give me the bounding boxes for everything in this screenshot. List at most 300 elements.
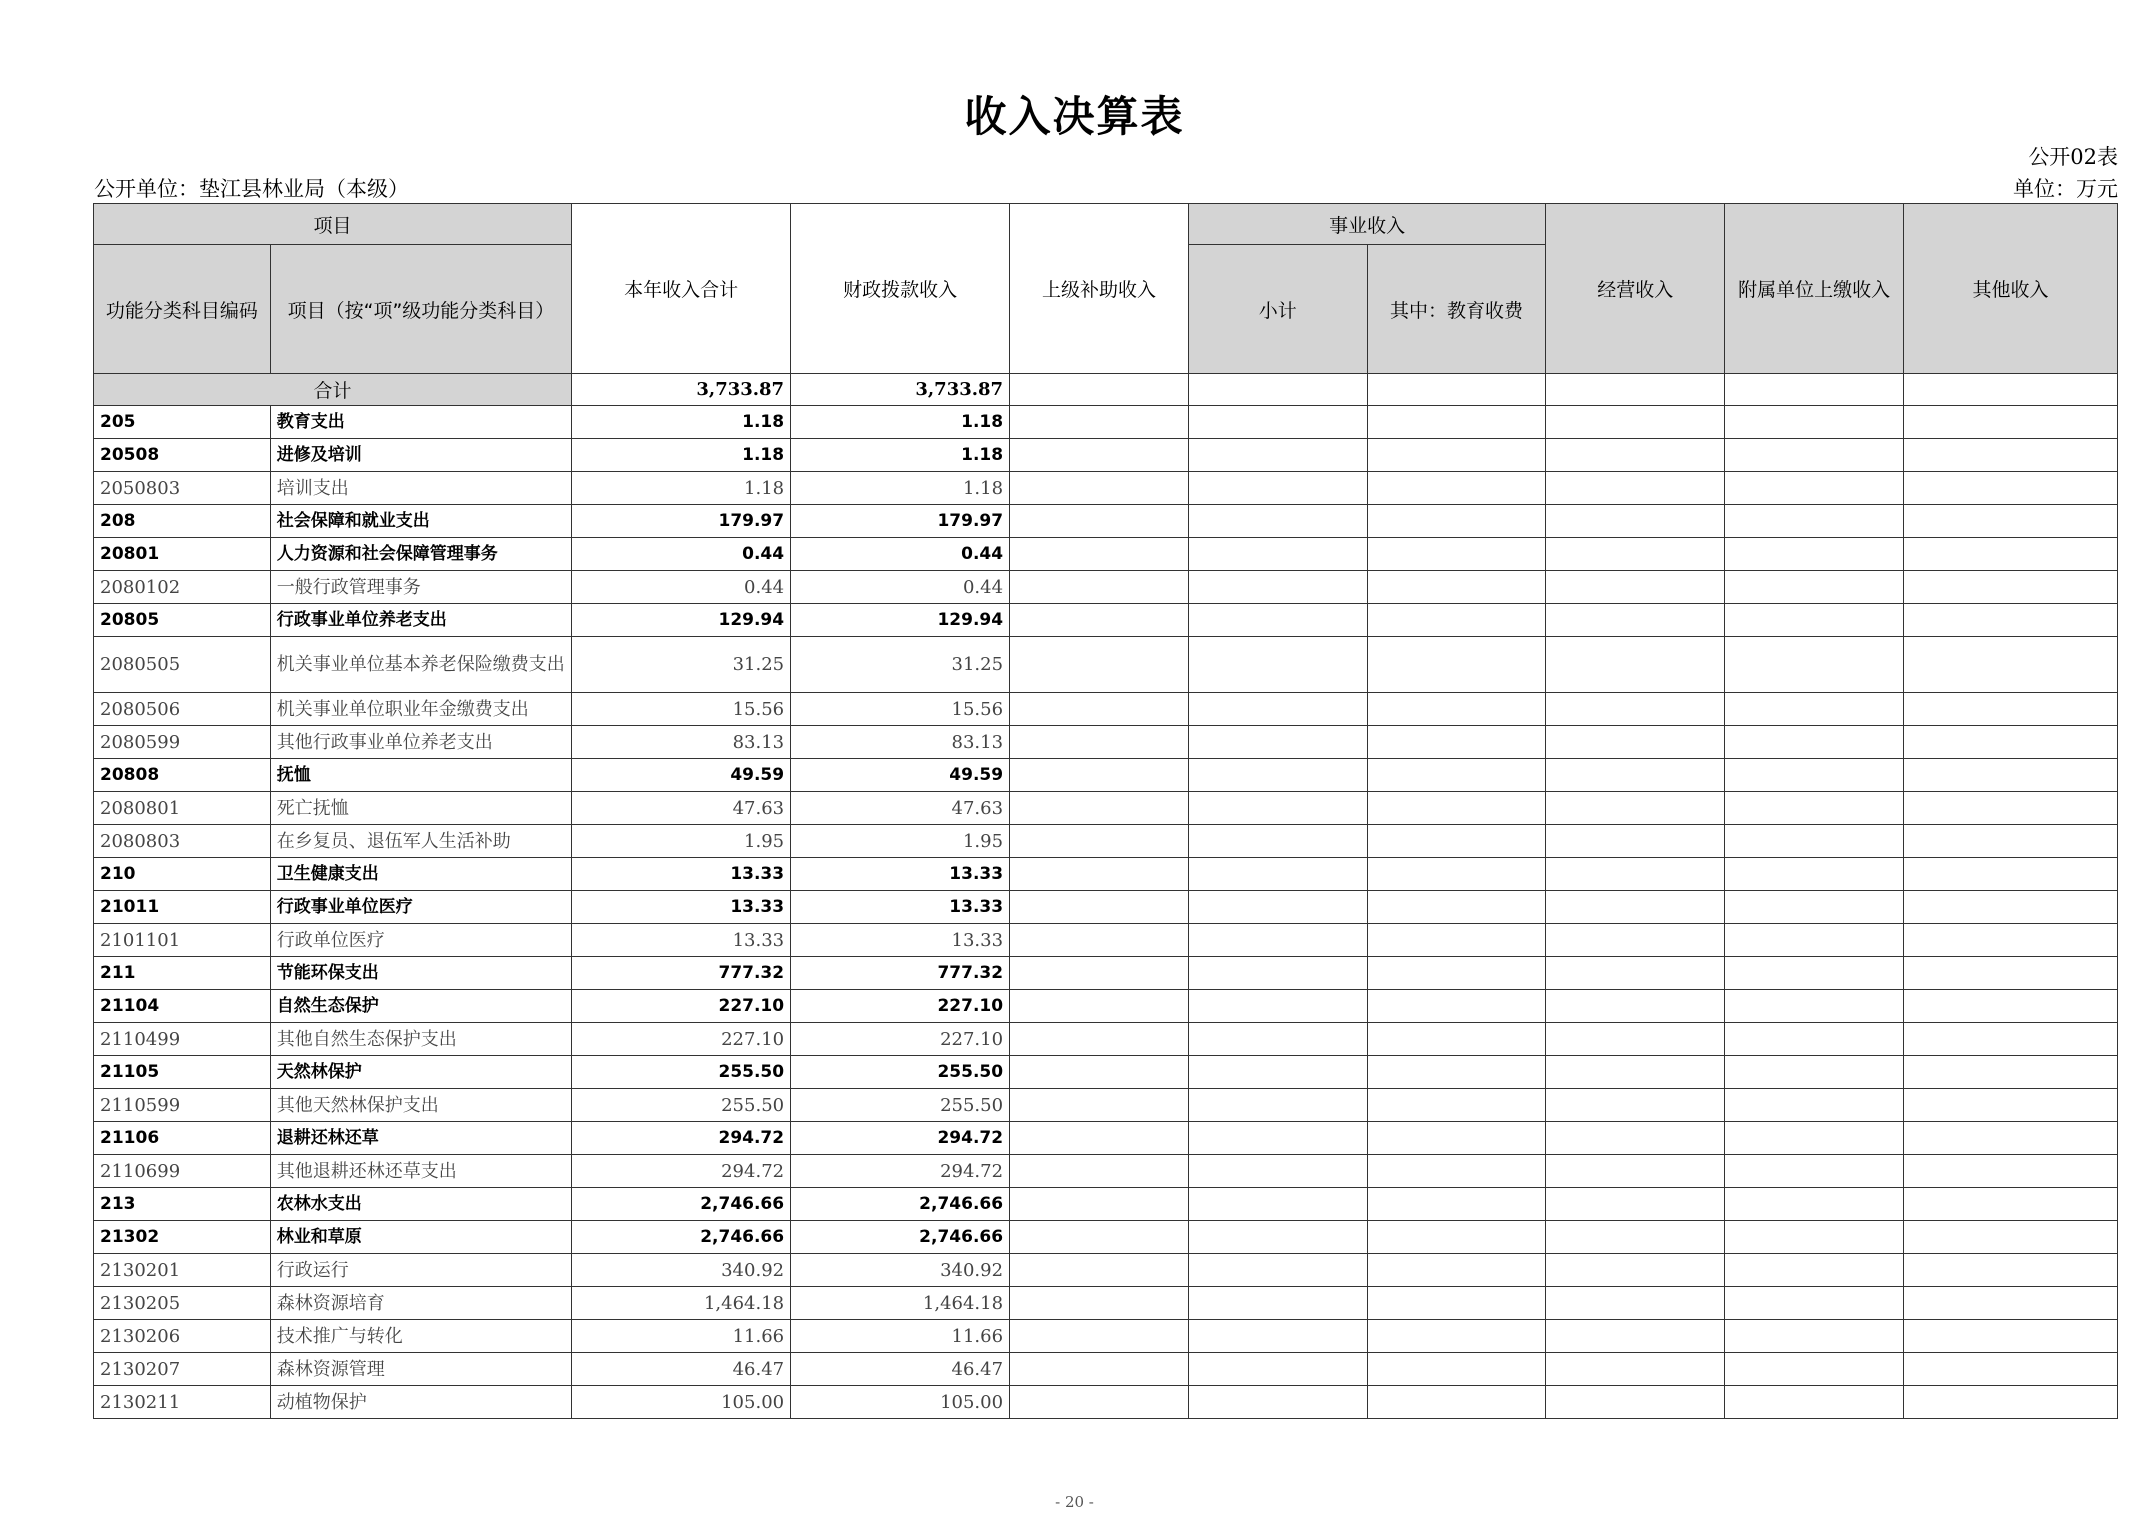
table-row: [94, 825, 2118, 858]
code-cell: 210: [94, 858, 271, 891]
name-cell: 进修及培训: [270, 439, 571, 472]
empty-cell: [1367, 825, 1546, 858]
empty-cell: [1903, 406, 2117, 439]
name-cell: 培训支出: [270, 472, 571, 505]
table-row: [94, 1386, 2118, 1419]
fiscal-cell: 49.59: [791, 759, 1010, 792]
empty-cell: [1546, 637, 1725, 693]
total-income-cell: 3,733.87: [572, 374, 791, 406]
empty-cell: [1725, 924, 1904, 957]
empty-cell: [1367, 759, 1546, 792]
empty-cell: [1725, 1221, 1904, 1254]
total-income-cell: 777.32: [572, 957, 791, 990]
empty-cell: [1188, 1155, 1367, 1188]
fiscal-cell: 227.10: [791, 1023, 1010, 1056]
header-name: 项目（按“项”级功能分类科目）: [270, 245, 571, 374]
name-cell: 教育支出: [270, 406, 571, 439]
table-row: [94, 792, 2118, 825]
empty-cell: [1188, 726, 1367, 759]
total-income-cell: 2,746.66: [572, 1221, 791, 1254]
form-number: 公开02表: [2028, 145, 2118, 169]
code-cell: 213: [94, 1188, 271, 1221]
empty-cell: [1367, 604, 1546, 637]
empty-cell: [1188, 891, 1367, 924]
empty-cell: [1367, 1386, 1546, 1419]
total-income-cell: 2,746.66: [572, 1188, 791, 1221]
currency-unit: 单位：万元: [2013, 177, 2118, 201]
header-fiscal: 财政拨款收入: [791, 204, 1010, 374]
total-income-cell: 1.95: [572, 825, 791, 858]
empty-cell: [1367, 505, 1546, 538]
fiscal-cell: 11.66: [791, 1320, 1010, 1353]
empty-cell: [1546, 726, 1725, 759]
empty-cell: [1188, 693, 1367, 726]
empty-cell: [1546, 1023, 1725, 1056]
name-cell: 行政事业单位养老支出: [270, 604, 571, 637]
empty-cell: [1188, 1353, 1367, 1386]
empty-cell: [1903, 1320, 2117, 1353]
fiscal-cell: 255.50: [791, 1056, 1010, 1089]
empty-cell: [1367, 924, 1546, 957]
total-income-cell: 1.18: [572, 472, 791, 505]
table-row: [94, 1221, 2118, 1254]
empty-cell: [1188, 604, 1367, 637]
header-edu-fee: 其中：教育收费: [1367, 245, 1546, 374]
empty-cell: [1903, 1023, 2117, 1056]
total-income-cell: 179.97: [572, 505, 791, 538]
empty-cell: [1367, 1122, 1546, 1155]
empty-cell: [1010, 1353, 1189, 1386]
empty-cell: [1010, 990, 1189, 1023]
table-row: [94, 1155, 2118, 1188]
total-income-cell: 255.50: [572, 1089, 791, 1122]
empty-cell: [1725, 825, 1904, 858]
fiscal-cell: 777.32: [791, 957, 1010, 990]
name-cell: 其他行政事业单位养老支出: [270, 726, 571, 759]
empty-cell: [1903, 957, 2117, 990]
empty-cell: [1188, 571, 1367, 604]
table-row: [94, 924, 2118, 957]
empty-cell: [1546, 406, 1725, 439]
empty-cell: [1546, 891, 1725, 924]
header-other: 其他收入: [1903, 204, 2117, 374]
empty-cell: [1903, 571, 2117, 604]
empty-cell: [1903, 990, 2117, 1023]
total-income-cell: 15.56: [572, 693, 791, 726]
empty-cell: [1725, 1056, 1904, 1089]
empty-cell: [1010, 538, 1189, 571]
empty-cell: [1188, 1122, 1367, 1155]
code-cell: 2080505: [94, 637, 271, 693]
empty-cell: [1903, 604, 2117, 637]
empty-cell: [1546, 1155, 1725, 1188]
empty-cell: [1010, 1320, 1189, 1353]
empty-cell: [1010, 604, 1189, 637]
empty-cell: [1188, 924, 1367, 957]
empty-cell: [1546, 990, 1725, 1023]
empty-cell: [1367, 858, 1546, 891]
reporting-unit: 公开单位：垫江县林业局（本级）: [94, 177, 409, 201]
name-cell: 行政单位医疗: [270, 924, 571, 957]
name-cell: 森林资源培育: [270, 1287, 571, 1320]
name-cell: 卫生健康支出: [270, 858, 571, 891]
empty-cell: [1010, 1221, 1189, 1254]
empty-cell: [1010, 1287, 1189, 1320]
empty-cell: [1188, 1056, 1367, 1089]
empty-cell: [1367, 891, 1546, 924]
header-superior: 上级补助收入: [1010, 204, 1189, 374]
table-row: [94, 505, 2118, 538]
empty-cell: [1010, 858, 1189, 891]
empty-cell: [1546, 571, 1725, 604]
table-row: [94, 1188, 2118, 1221]
table-row: [94, 1254, 2118, 1287]
empty-cell: [1367, 538, 1546, 571]
empty-cell: [1546, 1089, 1725, 1122]
empty-cell: [1188, 472, 1367, 505]
empty-cell: [1903, 1155, 2117, 1188]
total-income-cell: 1,464.18: [572, 1287, 791, 1320]
empty-cell: [1546, 1386, 1725, 1419]
table-row: [94, 759, 2118, 792]
fiscal-cell: 83.13: [791, 726, 1010, 759]
empty-cell: [1188, 792, 1367, 825]
empty-cell: [1725, 1254, 1904, 1287]
empty-cell: [1546, 1320, 1725, 1353]
empty-cell: [1188, 1320, 1367, 1353]
fiscal-cell: 227.10: [791, 990, 1010, 1023]
header-affiliated: 附属单位上缴收入: [1725, 204, 1904, 374]
empty-cell: [1546, 538, 1725, 571]
code-cell: 2080506: [94, 693, 271, 726]
income-table: [93, 203, 2118, 1419]
fiscal-cell: 1.18: [791, 439, 1010, 472]
empty-cell: [1903, 1287, 2117, 1320]
header-code: 功能分类科目编码: [94, 245, 271, 374]
name-cell: 其他自然生态保护支出: [270, 1023, 571, 1056]
header-item: 项目: [94, 204, 572, 245]
empty-cell: [1367, 472, 1546, 505]
fiscal-cell: 0.44: [791, 538, 1010, 571]
total-income-cell: 46.47: [572, 1353, 791, 1386]
total-row: [94, 374, 2118, 406]
name-cell: 林业和草原: [270, 1221, 571, 1254]
code-cell: 2130206: [94, 1320, 271, 1353]
empty-cell: [1010, 1089, 1189, 1122]
empty-cell: [1903, 1122, 2117, 1155]
empty-cell: [1546, 1254, 1725, 1287]
empty-cell: [1546, 825, 1725, 858]
empty-cell: [1010, 637, 1189, 693]
fiscal-cell: 1.18: [791, 406, 1010, 439]
total-income-cell: 13.33: [572, 891, 791, 924]
empty-cell: [1010, 693, 1189, 726]
empty-cell: [1188, 406, 1367, 439]
code-cell: 2130205: [94, 1287, 271, 1320]
page-number: - 20 -: [1055, 1493, 1094, 1511]
fiscal-cell: 15.56: [791, 693, 1010, 726]
empty-cell: [1903, 891, 2117, 924]
name-cell: 天然林保护: [270, 1056, 571, 1089]
empty-cell: [1010, 571, 1189, 604]
table-row: [94, 891, 2118, 924]
empty-cell: [1367, 726, 1546, 759]
empty-cell: [1725, 792, 1904, 825]
empty-cell: [1188, 858, 1367, 891]
empty-cell: [1367, 1287, 1546, 1320]
empty-cell: [1367, 1320, 1546, 1353]
empty-cell: [1367, 693, 1546, 726]
empty-cell: [1367, 990, 1546, 1023]
empty-cell: [1903, 792, 2117, 825]
code-cell: 21011: [94, 891, 271, 924]
empty-cell: [1903, 1254, 2117, 1287]
table-row: [94, 957, 2118, 990]
name-cell: 人力资源和社会保障管理事务: [270, 538, 571, 571]
total-income-cell: 1.18: [572, 439, 791, 472]
table-row: [94, 1089, 2118, 1122]
total-income-cell: 1.18: [572, 406, 791, 439]
empty-cell: [1367, 1023, 1546, 1056]
table-row: [94, 1287, 2118, 1320]
name-cell: 机关事业单位基本养老保险缴费支出: [270, 637, 571, 693]
total-income-cell: 0.44: [572, 571, 791, 604]
empty-cell: [1725, 726, 1904, 759]
table-row: [94, 1122, 2118, 1155]
name-cell: 行政运行: [270, 1254, 571, 1287]
total-income-cell: 83.13: [572, 726, 791, 759]
empty-cell: [1725, 406, 1904, 439]
code-cell: 20508: [94, 439, 271, 472]
empty-cell: [1188, 505, 1367, 538]
total-income-cell: 294.72: [572, 1155, 791, 1188]
fiscal-cell: 2,746.66: [791, 1221, 1010, 1254]
total-income-cell: 340.92: [572, 1254, 791, 1287]
table-row: [94, 406, 2118, 439]
empty-cell: [1725, 1155, 1904, 1188]
code-cell: 21302: [94, 1221, 271, 1254]
table-row: [94, 472, 2118, 505]
fiscal-cell: 129.94: [791, 604, 1010, 637]
header-operating: 经营收入: [1546, 204, 1725, 374]
empty-cell: [1725, 1023, 1904, 1056]
fiscal-cell: 0.44: [791, 571, 1010, 604]
name-cell: 其他退耕还林还草支出: [270, 1155, 571, 1188]
total-income-cell: 11.66: [572, 1320, 791, 1353]
empty-cell: [1367, 1056, 1546, 1089]
empty-cell: [1725, 1320, 1904, 1353]
empty-cell: [1725, 1122, 1904, 1155]
empty-cell: [1188, 1254, 1367, 1287]
empty-cell: [1010, 759, 1189, 792]
fiscal-cell: 13.33: [791, 891, 1010, 924]
total-income-cell: 227.10: [572, 990, 791, 1023]
name-cell: 一般行政管理事务: [270, 571, 571, 604]
empty-cell: [1010, 1188, 1189, 1221]
code-cell: 2130201: [94, 1254, 271, 1287]
code-cell: 2101101: [94, 924, 271, 957]
total-income-cell: 227.10: [572, 1023, 791, 1056]
code-cell: 20801: [94, 538, 271, 571]
empty-cell: [1546, 1353, 1725, 1386]
total-income-cell: 294.72: [572, 1122, 791, 1155]
header-subtotal: 小计: [1188, 245, 1367, 374]
code-cell: 211: [94, 957, 271, 990]
name-cell: 社会保障和就业支出: [270, 505, 571, 538]
name-cell: 森林资源管理: [270, 1353, 571, 1386]
empty-cell: [1010, 792, 1189, 825]
empty-cell: [1725, 693, 1904, 726]
code-cell: 2110699: [94, 1155, 271, 1188]
empty-cell: [1010, 1386, 1189, 1419]
total-income-cell: 13.33: [572, 858, 791, 891]
total-income-cell: 0.44: [572, 538, 791, 571]
total-income-cell: 49.59: [572, 759, 791, 792]
fiscal-cell: 179.97: [791, 505, 1010, 538]
total-income-cell: 13.33: [572, 924, 791, 957]
code-cell: 20808: [94, 759, 271, 792]
name-cell: 机关事业单位职业年金缴费支出: [270, 693, 571, 726]
empty-cell: [1010, 1254, 1189, 1287]
empty-cell: [1188, 990, 1367, 1023]
empty-cell: [1367, 1254, 1546, 1287]
empty-cell: [1725, 637, 1904, 693]
empty-cell: [1725, 990, 1904, 1023]
table-row: [94, 726, 2118, 759]
empty-cell: [1903, 924, 2117, 957]
empty-cell: [1010, 891, 1189, 924]
code-cell: 21104: [94, 990, 271, 1023]
empty-cell: [1903, 538, 2117, 571]
empty-cell: [1903, 1221, 2117, 1254]
empty-cell: [1903, 637, 2117, 693]
empty-cell: [1903, 825, 2117, 858]
empty-cell: [1903, 1056, 2117, 1089]
fiscal-cell: 1,464.18: [791, 1287, 1010, 1320]
table-row: [94, 439, 2118, 472]
empty-cell: [1010, 439, 1189, 472]
empty-cell: [1903, 693, 2117, 726]
empty-cell: [1188, 439, 1367, 472]
fiscal-cell: 13.33: [791, 924, 1010, 957]
empty-cell: [1725, 604, 1904, 637]
empty-cell: [1010, 406, 1189, 439]
table-row: [94, 1023, 2118, 1056]
name-cell: 死亡抚恤: [270, 792, 571, 825]
empty-cell: [1367, 957, 1546, 990]
empty-cell: [1367, 1155, 1546, 1188]
empty-cell: [1188, 957, 1367, 990]
empty-cell: [1903, 1188, 2117, 1221]
empty-cell: [1903, 505, 2117, 538]
empty-cell: [1903, 1089, 2117, 1122]
empty-cell: [1188, 538, 1367, 571]
empty-cell: [1725, 571, 1904, 604]
table-row: [94, 1320, 2118, 1353]
name-cell: 动植物保护: [270, 1386, 571, 1419]
code-cell: 2080102: [94, 571, 271, 604]
empty-cell: [1546, 759, 1725, 792]
table-row: [94, 693, 2118, 726]
empty-cell: [1725, 1287, 1904, 1320]
name-cell: 节能环保支出: [270, 957, 571, 990]
fiscal-cell: 31.25: [791, 637, 1010, 693]
empty-cell: [1367, 1188, 1546, 1221]
code-cell: 2080803: [94, 825, 271, 858]
empty-cell: [1725, 858, 1904, 891]
table-row: [94, 604, 2118, 637]
name-cell: 自然生态保护: [270, 990, 571, 1023]
empty-cell: [1367, 1353, 1546, 1386]
empty-cell: [1725, 505, 1904, 538]
name-cell: 其他天然林保护支出: [270, 1089, 571, 1122]
empty-cell: [1546, 957, 1725, 990]
table-row: [94, 538, 2118, 571]
empty-cell: [1188, 825, 1367, 858]
fiscal-cell: 294.72: [791, 1122, 1010, 1155]
total-income-cell: 255.50: [572, 1056, 791, 1089]
empty-cell: [1188, 1089, 1367, 1122]
empty-cell: [1725, 472, 1904, 505]
fiscal-cell: 294.72: [791, 1155, 1010, 1188]
table-row: [94, 858, 2118, 891]
empty-cell: [1546, 1056, 1725, 1089]
name-cell: 退耕还林还草: [270, 1122, 571, 1155]
empty-cell: [1725, 759, 1904, 792]
table-row: [94, 990, 2118, 1023]
empty-cell: [1903, 726, 2117, 759]
empty-cell: [1367, 1089, 1546, 1122]
fiscal-cell: 105.00: [791, 1386, 1010, 1419]
empty-cell: [1903, 439, 2117, 472]
empty-cell: [1546, 858, 1725, 891]
code-cell: 2130211: [94, 1386, 271, 1419]
empty-cell: [1188, 1287, 1367, 1320]
page-title: 收入决算表: [964, 92, 1185, 141]
empty-cell: [1725, 439, 1904, 472]
empty-cell: [1367, 406, 1546, 439]
empty-cell: [1725, 1089, 1904, 1122]
code-cell: 2050803: [94, 472, 271, 505]
empty-cell: [1010, 472, 1189, 505]
fiscal-cell: 340.92: [791, 1254, 1010, 1287]
code-cell: 2080801: [94, 792, 271, 825]
empty-cell: [1010, 924, 1189, 957]
code-cell: 2110499: [94, 1023, 271, 1056]
empty-cell: [1546, 1188, 1725, 1221]
empty-cell: [1010, 505, 1189, 538]
empty-cell: [1903, 858, 2117, 891]
empty-cell: [1367, 792, 1546, 825]
table-row: [94, 637, 2118, 693]
empty-cell: [1546, 439, 1725, 472]
empty-cell: [1546, 472, 1725, 505]
empty-cell: [1010, 957, 1189, 990]
empty-cell: [1010, 1122, 1189, 1155]
empty-cell: [1546, 1122, 1725, 1155]
code-cell: 21105: [94, 1056, 271, 1089]
empty-cell: [1188, 1188, 1367, 1221]
fiscal-cell: 13.33: [791, 858, 1010, 891]
empty-cell: [1546, 1221, 1725, 1254]
total-fiscal-cell: 3,733.87: [791, 374, 1010, 406]
empty-cell: [1367, 1221, 1546, 1254]
empty-cell: [1010, 726, 1189, 759]
empty-cell: [1546, 1287, 1725, 1320]
name-cell: 技术推广与转化: [270, 1320, 571, 1353]
empty-cell: [1010, 825, 1189, 858]
code-cell: 21106: [94, 1122, 271, 1155]
